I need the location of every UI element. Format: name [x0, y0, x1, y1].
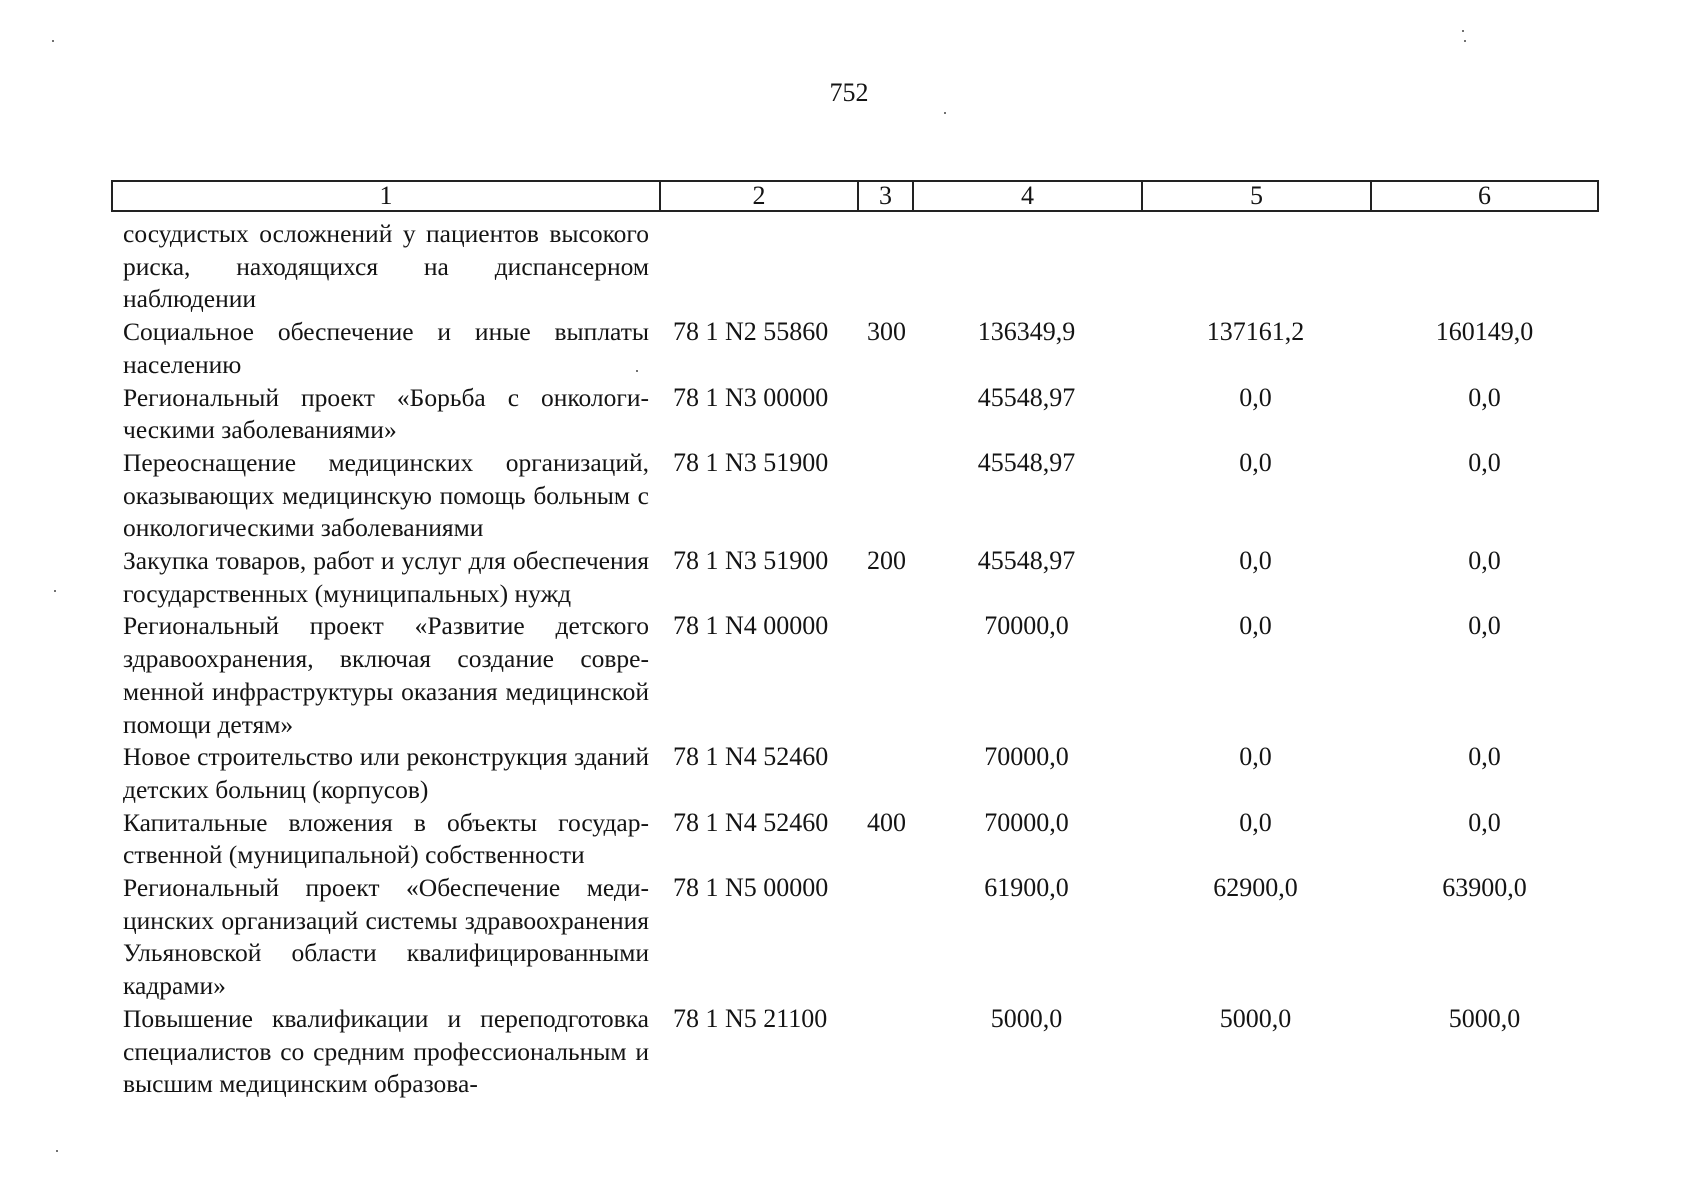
column-header-5: 5 [1143, 182, 1372, 210]
row-value-col4: 45548,97 [977, 546, 1076, 576]
row-code: 78 1 N5 21100 [673, 1003, 828, 1033]
row-value-col5: 5000,0 [1219, 1003, 1292, 1033]
row-type: 300 [867, 317, 906, 347]
row-code: 78 1 N2 55860 [673, 317, 829, 347]
page-number: 752 [829, 78, 869, 107]
row-code: 78 1 N4 52460 [673, 807, 829, 837]
column-header-2: 2 [661, 182, 859, 210]
row-code: 78 1 N3 51900 [673, 546, 829, 576]
row-name: Региональный проект «Развитие детского здравоохранения, включая создание современной инфраструктуры оказания медицинской помощи детям» [123, 611, 649, 739]
scan-speck [54, 590, 56, 592]
scan-speck [1464, 40, 1466, 42]
row-value-col4: 70000,0 [984, 611, 1069, 641]
table-row [111, 545, 1599, 610]
row-value-col5: 137161,2 [1206, 317, 1305, 347]
row-value-col5: 0,0 [1239, 447, 1272, 477]
row-value-col4: 5000,0 [990, 1003, 1063, 1033]
table-row [111, 807, 1599, 872]
row-code: 78 1 N4 00000 [673, 611, 829, 641]
row-value-col4: 136349,9 [977, 317, 1076, 347]
row-name: Капитальные вложения в объекты государственной (муниципальной) собственности [123, 807, 649, 870]
row-code: 78 1 N4 52460 [673, 742, 829, 772]
row-value-col5: 0,0 [1239, 546, 1272, 576]
budget-table-body [111, 218, 1599, 1101]
row-code: 78 1 N3 00000 [673, 382, 829, 412]
row-name: Закупка товаров, работ и услуг для обеспечения государственных (муниципальных) нужд [123, 546, 649, 608]
row-value-col5: 0,0 [1239, 742, 1272, 772]
column-header-1: 1 [113, 182, 661, 210]
row-name: сосудистых осложнений у пациентов высокого риска, находящихся на диспансерном наблюдении [123, 219, 649, 314]
row-code: 78 1 N5 00000 [673, 873, 829, 903]
row-value-col6: 63900,0 [1442, 873, 1527, 903]
row-name: Региональный проект «Борьба с онкологическими заболеваниями» [123, 382, 649, 445]
row-value-col5: 0,0 [1239, 807, 1272, 837]
table-row [111, 218, 1599, 316]
row-name: Новое строительство или реконструкция зданий детских больниц (корпусов) [123, 742, 649, 804]
row-value-col6: 0,0 [1468, 447, 1501, 477]
row-value-col6: 0,0 [1468, 546, 1501, 576]
row-value-col5: 62900,0 [1213, 873, 1298, 903]
row-value-col4: 45548,97 [977, 382, 1076, 412]
table-row [111, 1003, 1599, 1101]
table-row [111, 741, 1599, 806]
table-row [111, 610, 1599, 741]
scan-speck [56, 1150, 58, 1152]
row-value-col6: 0,0 [1468, 611, 1501, 641]
row-name: Переоснащение медицинских организаций, оказывающих медицинскую помощь больным с онкологическими заболеваниями [123, 447, 649, 543]
row-value-col5: 0,0 [1239, 611, 1272, 641]
column-header-6: 6 [1478, 181, 1491, 210]
row-value-col4: 45548,97 [977, 447, 1076, 477]
row-value-col6: 0,0 [1468, 382, 1501, 412]
table-row [111, 382, 1599, 447]
row-value-col6: 0,0 [1468, 807, 1501, 837]
table-row [111, 316, 1599, 381]
row-value-col4: 70000,0 [984, 807, 1069, 837]
column-header-4: 4 [914, 182, 1143, 210]
row-type: 200 [867, 546, 906, 576]
scan-speck [944, 112, 946, 114]
row-name: Региональный проект «Обеспечение медицинских организаций системы здравоохранения Ульяновской области квалифицированными кадрами» [123, 873, 649, 1001]
table-column-header [111, 180, 1599, 212]
row-code: 78 1 N3 51900 [673, 447, 829, 477]
row-value-col4: 61900,0 [984, 873, 1069, 903]
row-name: Повышение квалификации и переподготовка специалистов со средним профессиональным и высшим медицинским образова- [123, 1003, 649, 1099]
table-row [111, 447, 1599, 545]
scan-speck [636, 370, 638, 372]
row-name: Социальное обеспечение и иные выплаты населению [123, 317, 649, 379]
row-value-col5: 0,0 [1239, 382, 1272, 412]
row-value-col6: 0,0 [1468, 742, 1501, 772]
row-value-col6: 160149,0 [1435, 317, 1534, 347]
row-type: 400 [867, 807, 906, 837]
scan-speck [1462, 30, 1464, 32]
table-row [111, 872, 1599, 1003]
row-value-col6: 5000,0 [1448, 1003, 1521, 1033]
column-header-3: 3 [859, 182, 914, 210]
scan-speck [52, 40, 54, 42]
row-value-col4: 70000,0 [984, 742, 1069, 772]
